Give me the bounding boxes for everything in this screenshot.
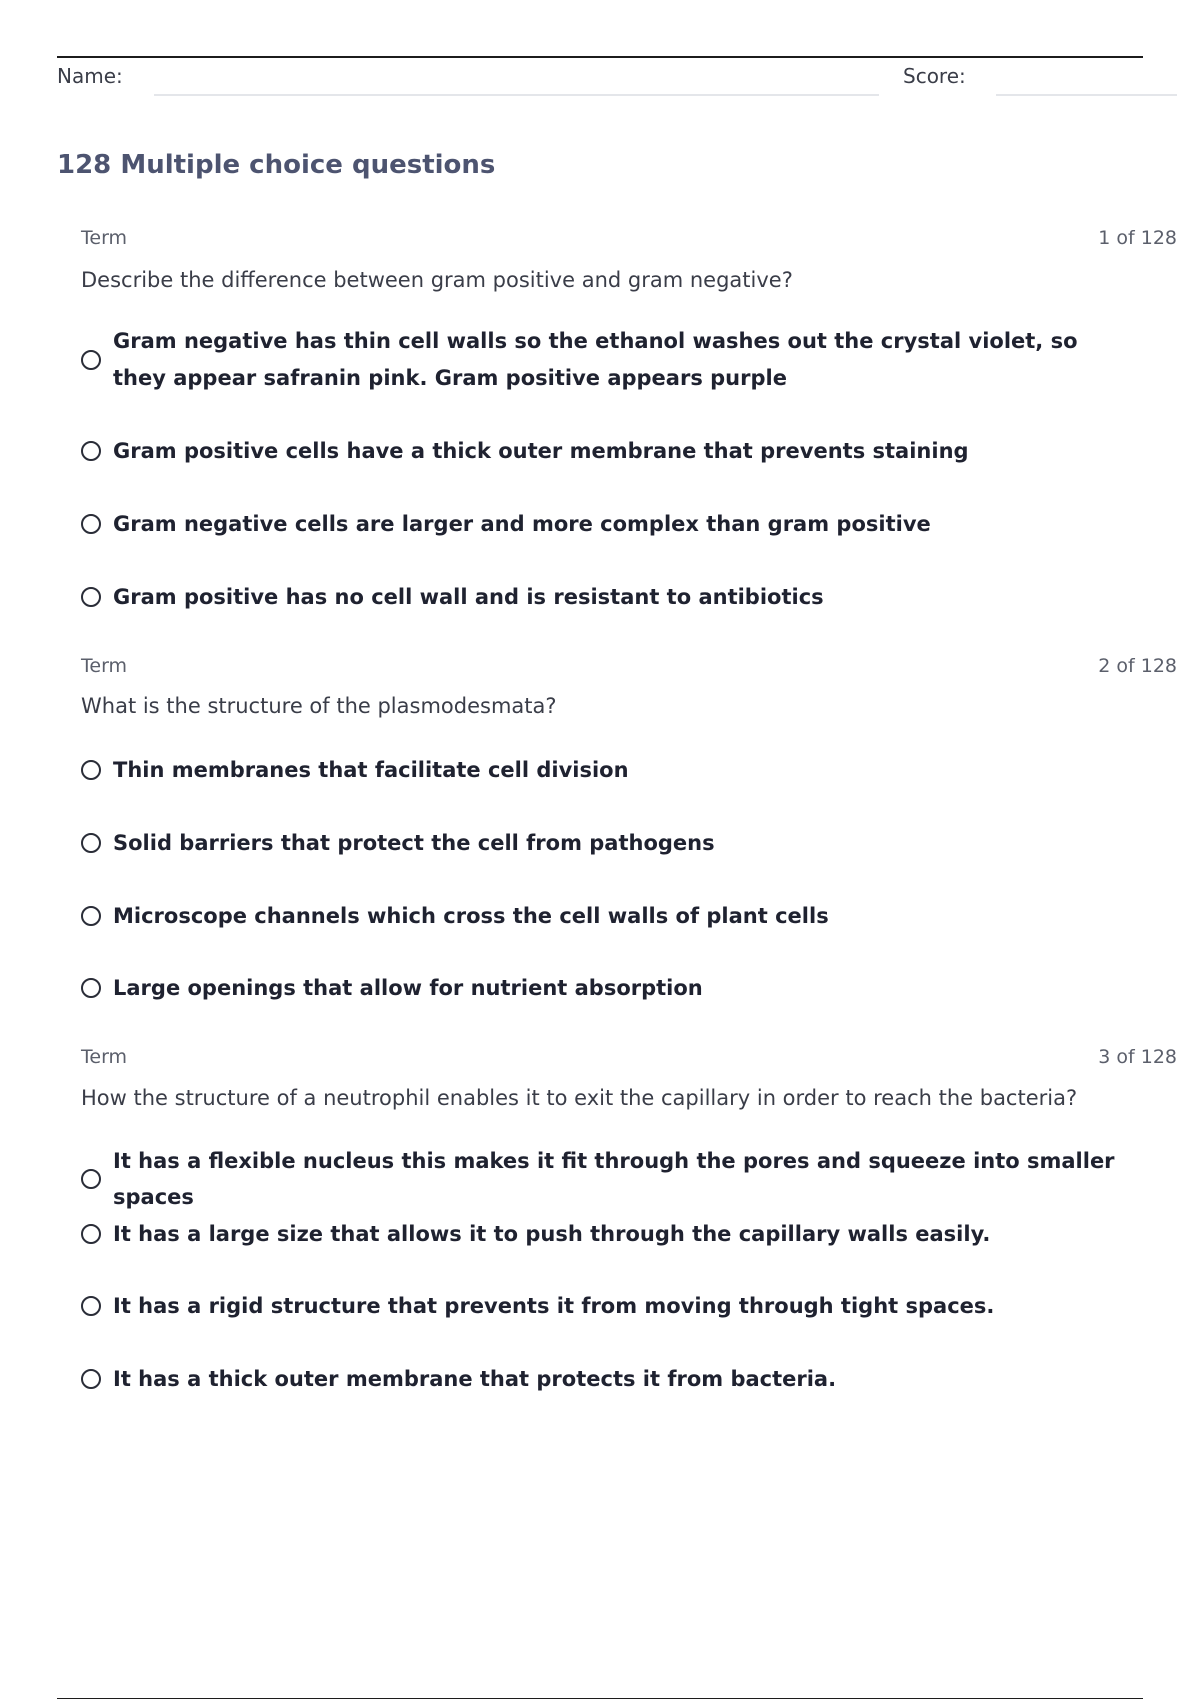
answer-option[interactable]: Gram positive has no cell wall and is resistant to antibiotics bbox=[81, 579, 1181, 615]
answer-option[interactable]: It has a large size that allows it to push through the capillary walls easily. bbox=[81, 1216, 1181, 1252]
question-counter: 2 of 128 bbox=[1098, 655, 1177, 677]
radio-icon[interactable] bbox=[81, 1296, 101, 1316]
top-rule bbox=[57, 56, 1143, 58]
answer-option[interactable]: Thin membranes that facilitate cell division bbox=[81, 752, 1181, 788]
question-counter: 3 of 128 bbox=[1098, 1046, 1177, 1068]
page-title: 128 Multiple choice questions bbox=[57, 150, 496, 180]
radio-icon[interactable] bbox=[81, 760, 101, 780]
radio-icon[interactable] bbox=[81, 833, 101, 853]
answer-option[interactable]: Microscope channels which cross the cell walls of plant cells bbox=[81, 898, 1181, 934]
radio-icon[interactable] bbox=[81, 1169, 101, 1189]
question-prompt: How the structure of a neutrophil enables it to exit the capillary in order to reach the bacteria? bbox=[81, 1086, 1078, 1110]
question-counter: 1 of 128 bbox=[1098, 227, 1177, 249]
radio-icon[interactable] bbox=[81, 587, 101, 607]
answer-option[interactable]: Solid barriers that protect the cell from pathogens bbox=[81, 825, 1181, 861]
radio-icon[interactable] bbox=[81, 1369, 101, 1389]
name-field[interactable] bbox=[154, 94, 879, 96]
answer-option[interactable]: Gram negative cells are larger and more complex than gram positive bbox=[81, 506, 1181, 542]
answer-option[interactable]: Large openings that allow for nutrient absorption bbox=[81, 970, 1181, 1006]
radio-icon[interactable] bbox=[81, 1224, 101, 1244]
answer-option[interactable]: Gram positive cells have a thick outer membrane that prevents staining bbox=[81, 433, 1181, 469]
bottom-rule bbox=[57, 1698, 1143, 1699]
answer-option[interactable]: It has a thick outer membrane that protects it from bacteria. bbox=[81, 1361, 1181, 1397]
question-prompt: Describe the difference between gram positive and gram negative? bbox=[81, 268, 793, 292]
question-prompt: What is the structure of the plasmodesmata? bbox=[81, 694, 557, 718]
term-label: Term bbox=[81, 1046, 128, 1068]
radio-icon[interactable] bbox=[81, 514, 101, 534]
answer-option[interactable]: Gram negative has thin cell walls so the ethanol washes out the crystal violet, so they appear safranin pink. Gram positive appears purple bbox=[81, 323, 1181, 397]
radio-icon[interactable] bbox=[81, 350, 101, 370]
answer-option[interactable]: It has a flexible nucleus this makes it fit through the pores and squeeze into smaller spaces bbox=[81, 1143, 1181, 1215]
answer-option[interactable]: It has a rigid structure that prevents it from moving through tight spaces. bbox=[81, 1288, 1181, 1324]
score-label: Score: bbox=[903, 64, 966, 88]
name-label: Name: bbox=[57, 64, 123, 88]
score-field[interactable] bbox=[996, 94, 1177, 96]
radio-icon[interactable] bbox=[81, 978, 101, 998]
radio-icon[interactable] bbox=[81, 906, 101, 926]
term-label: Term bbox=[81, 227, 128, 249]
term-label: Term bbox=[81, 655, 128, 677]
radio-icon[interactable] bbox=[81, 441, 101, 461]
